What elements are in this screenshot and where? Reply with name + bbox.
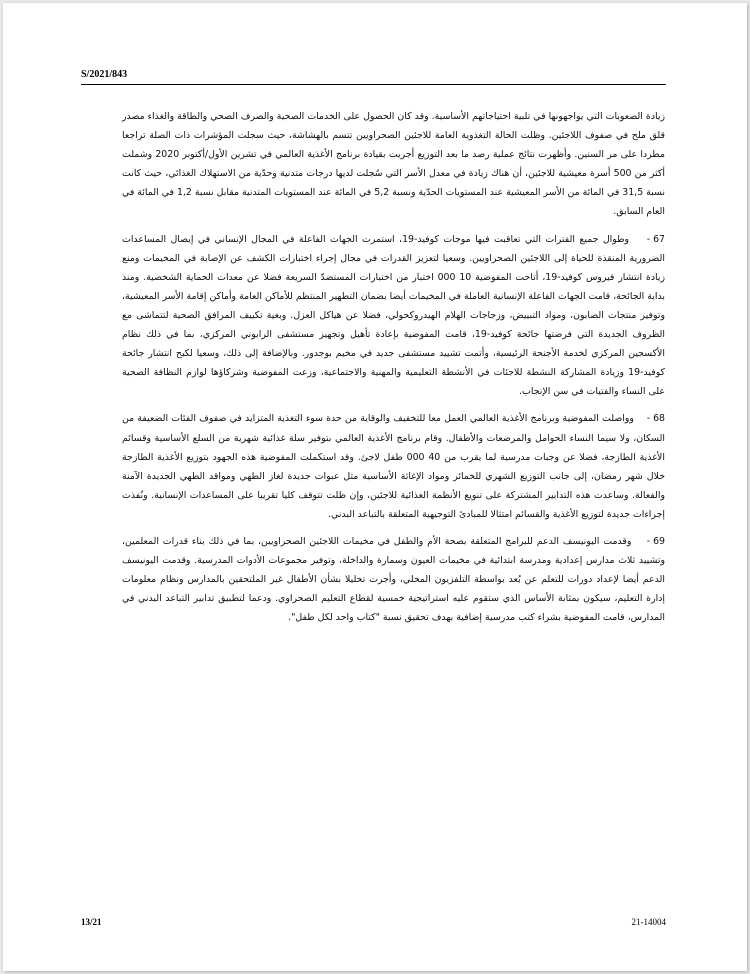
document-number: 21-14004 — [631, 917, 666, 927]
paragraph-text: وقدمت اليونيسف الدعم للبرامج المتعلقة بصحة الأم والطفل في مخيمات اللاجئين الصحراويين، بما في ذلك بناء قدرات المعلمين، وتشييد ثلاث مدارس إعدادية ومدرسة ابتدائية في مخيمات العيون وسمارة والداخلة، وتوفير مجموعات الأدوات المدرسية. وقدمت اليونيسف الدعم أيضا لإعداد دورات للتعلم عن بُعد بواسطة التلفزيون المحلي، وأجرت تحليلا بشأن الأطفال غير الملتحقين بالمدارس ونظام معلومات إدارة التعليم، سيكون بمثابة الأساس الذي ستقوم عليه استراتيجية خمسية لقطاع التعليم الصحراوي. ودعما لتطبيق تدابير التباعد البدني في المدارس، قامت المفوضية بشراء كتب مدرسية إضافية بهدف تحقيق نسبة "كتاب واحد لكل طفل". — [122, 535, 665, 624]
paragraph-67 — [122, 230, 665, 402]
paragraph-66-continuation — [122, 107, 665, 222]
paragraph-text: وواصلت المفوضية وبرنامج الأغذية العالمي العمل معا للتخفيف والوقاية من حدة سوء التغذية المتزايد في صفوف الفئات الضعيفة من السكان، ولا سيما النساء الحوامل والمرضعات والأطفال. وقام برنامج الأغذية العالمي بتوفير سلة غذائية شهرية من السلع الأساسية وقسائم الأغذية الطازجة، فضلا عن وجبات مدرسية لما يقرب من 40 000 طفل لاجئ. وقد استكملت المفوضية هذه الجهود بتوزيع الأغذية الطازجة خلال شهر رمضان، إلى جانب التوزيع الشهري للخمائر ومواد الإغاثة الأساسية مثل عبوات جديدة لغاز الطهي ومواقد الطهي الجديدة الآمنة والفعالة. وساعدت هذه التدابير المشتركة على تنويع الأنظمة الغذائية للاجئين، وإن ظلت تتوقف كليا تقريبا على المساعدات الإنسانية. ونُفذت إجراءات جديدة لتوزيع الأغذية والقسائم امتثالا للمبادئ التوجيهية المتعلقة بالتباعد البدني. — [122, 413, 665, 520]
paragraph-number: 68 - — [646, 413, 665, 425]
header-rule — [81, 84, 666, 85]
document-symbol: S/2021/843 — [81, 69, 128, 80]
paragraph-69 — [122, 532, 665, 627]
document-body — [122, 107, 665, 635]
page-number: 13/21 — [81, 917, 102, 927]
paragraph-number: 67 - — [646, 233, 666, 245]
document-page — [3, 3, 747, 971]
paragraph-text: زيادة الصعوبات التي يواجهونها في تلبية احتياجاتهم الأساسية. وقد كان الحصول على الخدمات الصحية والصرف الصحي والطاقة والغذاء مصدر قلق ملح في صفوف اللاجئين. وظلت الحالة التغذوية العامة للاجئين الصحراويين تتسم بالهشاشة، حيث سجلت المؤشرات ذات الصلة تراجعا مطردا على مر السنين. وأظهرت نتائج عملية رصد ما بعد التوزيع أجريت بقيادة برنامج الأغذية العالمي في تشرين الأول/أكتوبر 2020 وشملت أكثر من 500 أسرة معيشية للاجئين، أن هناك زيادة في معدل الأسر التي سُجلت لديها درجات متدنية وحدّية من الاستهلاك الغذائي، حيث كانت نسبة 31,5 في المائة من الأسر المعيشية عند المستويات الحدّية ونسبة 5,2 في المائة عند المستويات المتدنية مقابل نسبة 1,2 في المائة في العام السابق. — [122, 111, 665, 218]
paragraph-68 — [122, 409, 665, 524]
paragraph-text: وطوال جميع الفترات التي تعاقبت فيها موجات كوفيد-19، استمرت الجهات الفاعلة في المجال الإنساني في إيصال المساعدات الضرورية المنقذة للحياة إلى اللاجئين الصحراويين. وسعيا لتعزيز القدرات في مجال إجراء اختبارات الكشف عن الإصابة في المخيمات ومنع زيادة انتشار فيروس كوفيد-19، أتاحت المفوضية 10 000 اختبار من اختبارات المستضدّ السريعة فضلا عن معدات الحماية الشخصية. ومنذ بداية الجائحة، قامت الجهات الفاعلة الإنسانية العاملة في المخيمات أيضا بضمان التطهير المنتظم للأماكن العامة وأماكن إقامة الأسر المعيشية، وتوفير منتجات الصابون، ومواد التبييض، وزجاجات الهلام الهيدروكحولي، فضلا عن هياكل العزل. وبغية تكييف المرافق الصحية لتتماشى مع الظروف الجديدة التي فرضتها جائحة كوفيد-19، قامت المفوضية بإعادة تأهيل وتجهيز مستشفى الرابوني المركزي، بما في ذلك نظام الأكسجين المركزي لخدمة الأجنحة الرئيسية، وأتمت تشييد مستشفى جديد في مخيم بوجدور. وبالإضافة إلى ذلك، وسعيا لكبح انتشار جائحة كوفيد-19 وزيادة المشاركة النشطة للاجئات في الأنشطة التعليمية والمهنية والاجتماعية، وزعت المفوضية وشركاؤها لوازم النظافة الصحية على النساء والفتيات في سن الإنجاب. — [122, 233, 665, 398]
paragraph-number: 69 - — [646, 535, 666, 547]
